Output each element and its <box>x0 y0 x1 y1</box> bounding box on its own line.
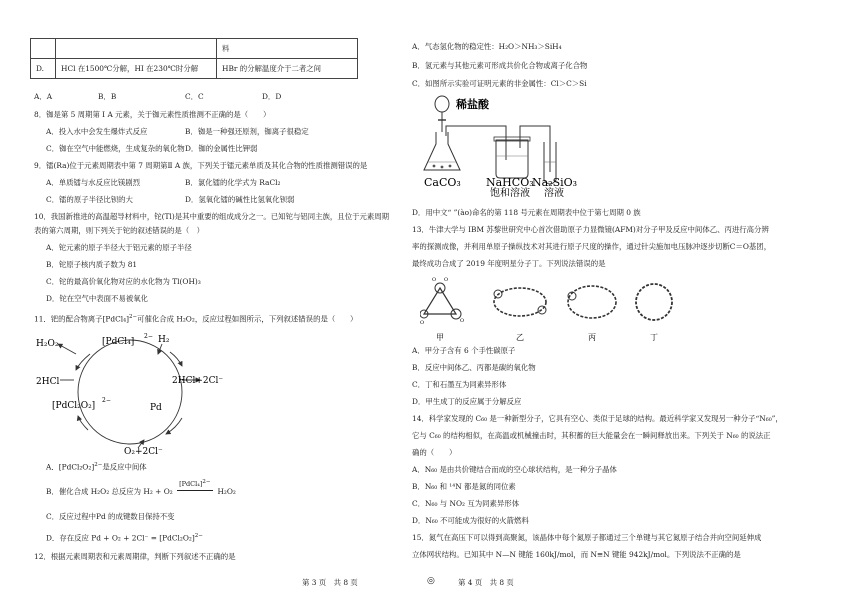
q10-option-d: D．铊在空气中表面不易被氧化 <box>46 294 149 303</box>
q13-line2: 率的探测成像，并利用单原子操纵技术对其进行原子尺度的操作，通过针尖施加电压脉冲逐步切断C＝O基团， <box>412 242 772 251</box>
q11-stem-post: 可催化合成 H₂O₂，反应过程如图所示，下列叙述错误的是（ ） <box>137 314 358 324</box>
binding-circle-icon: ◎ <box>427 576 435 586</box>
q10-stem-line2: 表的第六周期，则下列关于铊的叙述错误的是（ ） <box>34 226 204 235</box>
q11-b-cat: [PdCl₄] <box>179 480 203 489</box>
q8-option-a: A．投入水中会发生爆炸式反应 <box>46 127 148 136</box>
label-o2-2cl: O₂+2Cl⁻ <box>124 447 163 455</box>
label-2hcl-2cl: 2HCl+2Cl⁻ <box>172 376 224 386</box>
q9-option-a: A．单质镭与水反应比镁剧烈 <box>46 178 141 187</box>
label-pdcl2o2-charge: 2− <box>102 397 111 404</box>
svg-text:O: O <box>432 277 437 283</box>
table-row <box>31 59 358 79</box>
q7-option-a: A．A <box>34 92 53 101</box>
q14-option-c: C．N₆₀ 与 NO₂ 互为同素异形体 <box>412 499 520 508</box>
q11-b-catalyst <box>179 479 210 488</box>
q9-option-b: B．氯化镭的化学式为 RaCl₂ <box>185 178 281 187</box>
comparison-table <box>30 38 358 79</box>
label-pdcl4: [PdCl₄] <box>102 337 135 347</box>
delivery-tube <box>446 126 506 160</box>
cycle-circle <box>78 340 182 444</box>
label-bing: 丙 <box>588 333 596 342</box>
label-na2sio3: Na₂SiO₃ <box>532 176 578 189</box>
q11-d-pre: D．存在反应 Pd + O₂ + 2Cl⁻ = [PdCl₂O₂] <box>46 533 195 543</box>
q13-line1: 13．牛津大学与 IBM 苏黎世研究中心首次借助原子力显微镜(AFM)对分子甲及反应中间体乙、丙进行高分辨 <box>412 225 769 234</box>
label-caco3: CaCO₃ <box>424 176 461 189</box>
q13-line3: 最终成功合成了 2019 年度明星分子丁。下列说法错误的是 <box>412 259 606 268</box>
q11-a-pre: A． <box>46 462 59 472</box>
q10-option-c: C．铊的最高价氧化物对应的水化物为 Tl(OH)₃ <box>46 277 201 286</box>
q12-option-d: D．用中文“ ”(ào)命名的第 118 号元素在周期表中位于第七周期 0 族 <box>412 208 641 217</box>
q9-option-d: D．氢氧化镭的碱性比氢氧化钡弱 <box>185 195 295 204</box>
q8-stem: 8．铷是第 5 周期第 Ⅰ A 元素，关于铷元素性质推测不正确的是（ ） <box>34 110 271 119</box>
q11-option-a <box>46 462 147 472</box>
label-2hcl: 2HCl <box>36 377 60 387</box>
label-dilute-hcl: 稀盐酸 <box>456 98 489 111</box>
q14-line1: 14．科学家发现的 C₆₀ 是一种新型分子，它具有空心、类似于足球的结构。最近科学家又发现另一种分子“N₆₀”， <box>412 414 783 423</box>
label-nahco3: NaHCO₃ <box>486 176 534 189</box>
q13-option-a: A．甲分子含有 6 个手性碳原子 <box>412 346 516 355</box>
q12-option-c: C．如图所示实验可证明元素的非金属性：Cl＞C＞Si <box>412 79 587 88</box>
branch-arrow <box>58 344 76 354</box>
funnel-bulb <box>435 96 449 112</box>
q10-option-b: B．铊原子核内质子数为 81 <box>46 260 138 269</box>
label-h2: H₂ <box>158 335 170 345</box>
q7-option-c: C．C <box>185 92 204 101</box>
q11-option-c: C．反应过程中Pd 的成键数目保持不变 <box>46 512 175 521</box>
q13-option-c: C．丁和石墨互为同素异形体 <box>412 380 507 389</box>
molecule-yi <box>494 288 546 316</box>
q7-option-b: B．B <box>98 92 117 101</box>
q8-option-d: D．铷的金属性比钾弱 <box>185 144 258 153</box>
q14-option-d: D．N₆₀ 不可能成为很好的火箭燃料 <box>412 516 529 525</box>
q9-stem: 9．镭(Ra)位于元素周期表中第 7 周期第Ⅱ A 族，下列关于镭元素单质及其化合物的性质推测错误的是 <box>34 161 368 170</box>
molecule-bing <box>568 286 616 318</box>
label-nahco3-solution: 饱和溶液 <box>490 188 530 197</box>
q11-b-cat-charge: 2− <box>202 479 211 485</box>
washing-bottle <box>496 140 528 178</box>
page-footer-right: 第 4 页 共 8 页 <box>458 578 514 587</box>
q7-option-d: D．D <box>262 92 282 101</box>
q11-stem-ion-charge: 2− <box>128 314 138 320</box>
cycle-arrow <box>78 416 88 430</box>
table-cell: HBr 的分解温度介于二者之间 <box>217 59 358 79</box>
label-na2sio3-solution: 溶液 <box>544 188 564 197</box>
q14-line3: 确的（ ） <box>412 448 457 457</box>
q15-line1: 15．氮气在高压下可以得到高聚氮，该晶体中每个氮原子都通过三个单键与其它氮原子结合并向空间延伸成 <box>412 533 762 542</box>
page-footer-left: 第 3 页 共 8 页 <box>302 578 358 587</box>
q11-a-ion: [PdCl₂O₂] <box>58 462 95 472</box>
table-cell: HCl 在1500℃分解，HI 在230℃时分解 <box>56 59 217 79</box>
catalytic-cycle-diagram <box>30 330 240 455</box>
label-pdcl2o2: [PdCl₂O₂] <box>52 401 96 411</box>
q8-option-c: C．铷在空气中能燃烧，生成复杂的氧化物 <box>46 144 185 153</box>
q14-option-a: A．N₆₀ 是由共价键结合而成的空心球状结构，是一种分子晶体 <box>412 465 617 474</box>
label-pdcl4-charge: 2− <box>144 333 153 340</box>
svg-text:O: O <box>420 320 425 326</box>
label-h2o2: H₂O₂ <box>36 339 59 349</box>
q10-stem-line1: 10．我国新推进的高温超导材料中，铊(Tl)是其中重要的组成成分之一。已知铊与铝同主族，且位于元素周期 <box>34 212 390 221</box>
q9-option-c: C．镭的原子半径比钡的大 <box>46 195 133 204</box>
q12-stem: 12．根据元素周期表和元素周期律，判断下列叙述不正确的是 <box>34 552 236 561</box>
q11-option-d <box>46 533 203 543</box>
q15-line2: 立体网状结构。已知其中 N—N 键能 160kJ/mol，而 N≡N 键能 942kJ/mol。下列说法不正确的是 <box>412 550 741 559</box>
conical-flask <box>424 132 460 170</box>
label-ding: 丁 <box>650 333 658 342</box>
apparatus-diagram <box>420 92 590 197</box>
q13-option-b: B．反应中间体乙、丙都是碳的氧化物 <box>412 363 536 372</box>
table-cell <box>31 39 56 59</box>
table-row <box>31 39 358 59</box>
q11-option-b <box>46 479 236 496</box>
q11-d-charge: 2− <box>194 533 203 539</box>
molecules-diagram <box>420 274 690 344</box>
table-cell: 料 <box>217 39 358 59</box>
q10-option-a: A．铊元素的原子半径大于铝元素的原子半径 <box>46 243 192 252</box>
molecule-ding <box>636 284 672 320</box>
q11-b-pre: B．催化合成 H₂O₂ 总反应为 H₂ + O₂ <box>46 487 173 496</box>
molecule-jia <box>420 277 464 326</box>
q12-option-b: B．氢元素与其他元素可形成共价化合物或离子化合物 <box>412 61 588 70</box>
label-pd: Pd <box>150 403 162 413</box>
q11-stem <box>34 314 357 324</box>
q11-stem-pre: 11．钯的配合物离子 <box>34 314 103 324</box>
q11-a-charge: 2− <box>94 462 103 468</box>
table-cell: D. <box>31 59 56 79</box>
label-yi: 乙 <box>516 333 524 342</box>
svg-text:O: O <box>460 318 465 324</box>
svg-text:O: O <box>444 277 449 283</box>
q11-a-post: 是反应中间体 <box>102 462 147 472</box>
q13-option-d: D．甲生成丁的反应属于分解反应 <box>412 397 522 406</box>
q14-line2: 它与 C₆₀ 的结构相似，在高温或机械撞击时，其积蓄的巨大能量会在一瞬间释放出来。下列关于 N₆₀ 的说法正 <box>412 431 771 440</box>
q8-option-b: B．铷是一种强还原剂，铷离子很稳定 <box>185 127 309 136</box>
delivery-tube <box>520 126 550 172</box>
label-jia: 甲 <box>436 333 444 342</box>
q11-b-post: H₂O₂ <box>217 487 236 496</box>
q14-option-b: B．N₆₀ 和 ¹⁴N 都是氮的同位素 <box>412 482 516 491</box>
cycle-arrow <box>170 352 182 366</box>
q11-b-arrow <box>175 479 215 496</box>
q11-stem-ion: [PdCl₄] <box>102 314 129 324</box>
table-cell <box>56 39 217 59</box>
q12-option-a: A．气态氢化物的稳定性：H₂O＞NH₃＞SiH₄ <box>412 42 562 51</box>
